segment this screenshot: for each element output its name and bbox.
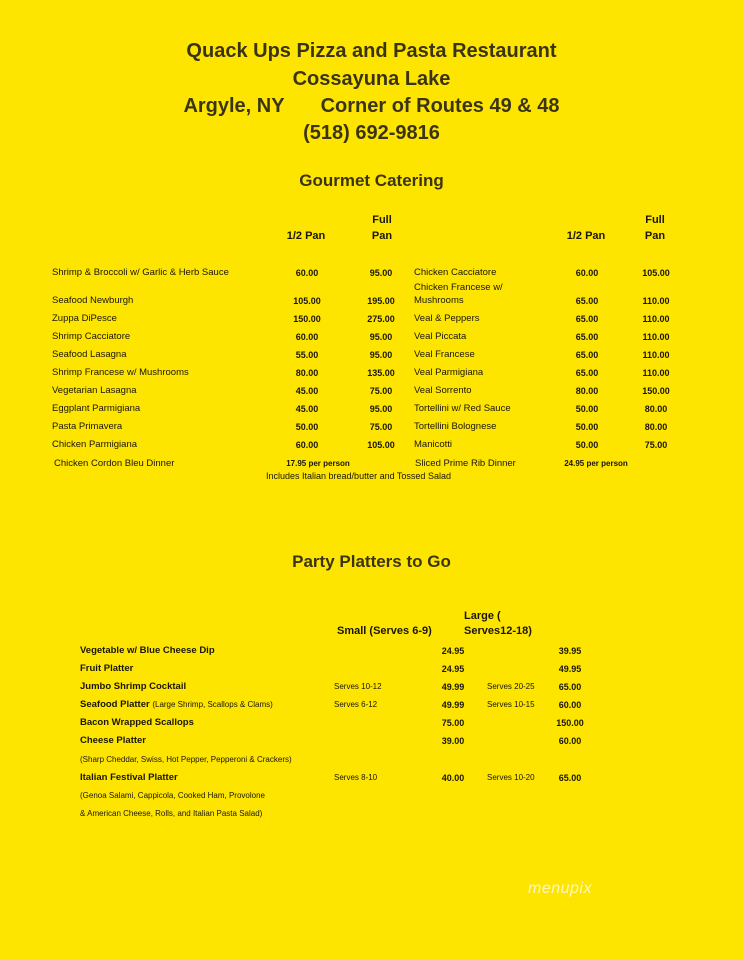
right-full-header-2: Pan [644, 230, 666, 242]
dinner-left-name: Chicken Cordon Bleu Dinner [54, 458, 175, 469]
catering-item-half-price: 80.00 [295, 368, 319, 378]
platter-large-serves: Serves 10-20 [487, 773, 535, 782]
location-line [0, 95, 743, 118]
catering-item-name: Chicken Cacciatore [414, 267, 497, 278]
catering-item-full-price: 95.00 [369, 268, 393, 278]
left-full-header-2: Pan [371, 230, 393, 242]
platter-large-serves: Serves 10-15 [487, 700, 535, 709]
platter-name: Seafood Platter [80, 699, 150, 710]
catering-item-name: Shrimp & Broccoli w/ Garlic & Herb Sauce [52, 267, 229, 278]
platter-description: (Large Shrimp, Scallops & Clams) [152, 700, 273, 709]
corner-address: Corner of Routes 49 & 48 [320, 95, 560, 117]
platter-large-price: 60.00 [558, 700, 582, 710]
platter-row [80, 735, 146, 746]
platter-small-price: 40.00 [441, 773, 465, 783]
cheese-platter-note: (Sharp Cheddar, Swiss, Hot Pepper, Pepperoni & Crackers) [80, 755, 292, 764]
catering-item-full-price: 110.00 [642, 368, 670, 378]
platter-large-serves: Serves 20-25 [487, 682, 535, 691]
platter-name: Cheese Platter [80, 735, 147, 746]
catering-item-half-price: 60.00 [295, 440, 319, 450]
catering-item-half-price: 65.00 [575, 350, 599, 360]
catering-item-full-price: 75.00 [369, 422, 393, 432]
catering-item-name: Eggplant Parmigiana [52, 403, 141, 414]
catering-item-full-price: 110.00 [642, 314, 670, 324]
italian-platter-note-1: (Genoa Salami, Cappicola, Cooked Ham, Provolone [80, 791, 265, 800]
catering-item-half-price: 150.00 [293, 314, 321, 324]
catering-item-name: Chicken Francese w/ [414, 282, 503, 293]
platter-large-price: 150.00 [556, 718, 584, 728]
catering-item-name: Seafood Newburgh [52, 295, 134, 306]
catering-item-full-price: 80.00 [644, 404, 668, 414]
catering-item-name: Tortellini Bolognese [414, 421, 497, 432]
large-header-2: Serves12-18) [464, 625, 532, 637]
catering-title: Gourmet Catering [299, 171, 444, 190]
platter-name: Jumbo Shrimp Cocktail [80, 681, 187, 692]
left-full-header-1: Full [372, 214, 392, 226]
includes-note: Includes Italian bread/butter and Tossed Salad [266, 471, 451, 481]
catering-item-name: Veal Piccata [414, 331, 467, 342]
platter-row [80, 772, 178, 783]
catering-item-full-price: 80.00 [644, 422, 668, 432]
catering-item-half-price: 55.00 [295, 350, 319, 360]
catering-item-name-line2: Mushrooms [414, 295, 464, 306]
platter-name: Italian Festival Platter [80, 772, 178, 783]
catering-item-name: Seafood Lasagna [52, 349, 127, 360]
platter-small-price: 75.00 [441, 718, 465, 728]
platter-large-price: 65.00 [558, 773, 582, 783]
catering-item-half-price: 80.00 [575, 386, 599, 396]
dinner-left-price: 17.95 per person [286, 459, 350, 468]
catering-item-name: Veal Sorrento [414, 385, 472, 396]
catering-item-name: Shrimp Cacciatore [52, 331, 131, 342]
small-header: Small (Serves 6-9) [337, 625, 432, 637]
catering-item-half-price: 65.00 [575, 332, 599, 342]
platter-small-serves: Serves 8-10 [334, 773, 378, 782]
catering-item-full-price: 135.00 [367, 368, 395, 378]
platter-name: Vegetable w/ Blue Cheese Dip [80, 645, 215, 656]
dinner-right-price: 24.95 per person [564, 459, 628, 468]
catering-item-name: Vegetarian Lasagna [52, 385, 137, 396]
catering-item-name: Tortellini w/ Red Sauce [414, 403, 511, 414]
catering-item-name: Veal Parmigiana [414, 367, 484, 378]
catering-item-half-price: 50.00 [575, 422, 599, 432]
restaurant-name: Quack Ups Pizza and Pasta Restaurant [186, 40, 557, 62]
catering-item-half-price: 65.00 [575, 368, 599, 378]
catering-item-half-price: 65.00 [575, 296, 599, 306]
catering-item-half-price: 105.00 [293, 296, 321, 306]
platter-small-price: 49.99 [441, 700, 465, 710]
platter-small-price: 24.95 [441, 646, 465, 656]
right-half-pan-header: 1/2 Pan [566, 230, 606, 242]
large-header-1: Large ( [464, 610, 501, 622]
catering-item-full-price: 195.00 [367, 296, 395, 306]
catering-item-half-price: 60.00 [295, 268, 319, 278]
catering-item-full-price: 110.00 [642, 332, 670, 342]
right-full-header-1: Full [645, 214, 665, 226]
catering-item-half-price: 50.00 [295, 422, 319, 432]
catering-item-half-price: 50.00 [575, 404, 599, 414]
catering-item-half-price: 60.00 [295, 332, 319, 342]
platter-large-price: 49.95 [558, 664, 582, 674]
catering-item-half-price: 50.00 [575, 440, 599, 450]
platter-small-price: 39.00 [441, 736, 465, 746]
platter-row [80, 645, 215, 656]
catering-item-full-price: 95.00 [369, 404, 393, 414]
catering-item-half-price: 65.00 [575, 314, 599, 324]
platter-row [80, 699, 273, 710]
catering-item-full-price: 75.00 [369, 386, 393, 396]
dinner-right-name: Sliced Prime Rib Dinner [415, 458, 516, 469]
watermark-logo: menupix [528, 880, 592, 897]
catering-item-name: Pasta Primavera [52, 421, 123, 432]
catering-item-name: Shrimp Francese w/ Mushrooms [52, 367, 189, 378]
catering-item-half-price: 60.00 [575, 268, 599, 278]
platter-name: Bacon Wrapped Scallops [80, 717, 194, 728]
catering-item-full-price: 105.00 [367, 440, 395, 450]
catering-item-name: Manicotti [414, 439, 453, 450]
catering-item-full-price: 105.00 [642, 268, 670, 278]
platters-title: Party Platters to Go [292, 552, 451, 571]
catering-item-full-price: 95.00 [369, 332, 393, 342]
city: Argyle, NY [183, 95, 285, 117]
phone-number: (518) 692-9816 [303, 122, 440, 144]
catering-item-full-price: 75.00 [644, 440, 668, 450]
catering-item-name: Veal Francese [414, 349, 475, 360]
platter-row [80, 681, 186, 692]
platter-small-price: 24.95 [441, 664, 465, 674]
catering-item-name: Zuppa DiPesce [52, 313, 117, 324]
catering-item-full-price: 95.00 [369, 350, 393, 360]
catering-item-full-price: 150.00 [642, 386, 670, 396]
catering-item-half-price: 45.00 [295, 386, 319, 396]
platter-large-price: 60.00 [558, 736, 582, 746]
catering-item-name: Veal & Peppers [414, 313, 480, 324]
left-half-pan-header: 1/2 Pan [286, 230, 326, 242]
platter-small-price: 49.99 [441, 682, 465, 692]
platter-row [80, 717, 194, 728]
catering-item-half-price: 45.00 [295, 404, 319, 414]
italian-platter-note-2: & American Cheese, Rolls, and Italian Pasta Salad) [80, 809, 263, 818]
catering-item-full-price: 110.00 [642, 350, 670, 360]
platter-large-price: 65.00 [558, 682, 582, 692]
restaurant-subtitle: Cossayuna Lake [292, 68, 451, 90]
catering-item-full-price: 275.00 [367, 314, 395, 324]
platter-small-serves: Serves 10-12 [334, 682, 382, 691]
platter-large-price: 39.95 [558, 646, 582, 656]
platter-name: Fruit Platter [80, 663, 134, 674]
catering-item-name: Chicken Parmigiana [52, 439, 138, 450]
platter-row [80, 663, 133, 674]
catering-item-full-price: 110.00 [642, 296, 670, 306]
platter-small-serves: Serves 6-12 [334, 700, 378, 709]
